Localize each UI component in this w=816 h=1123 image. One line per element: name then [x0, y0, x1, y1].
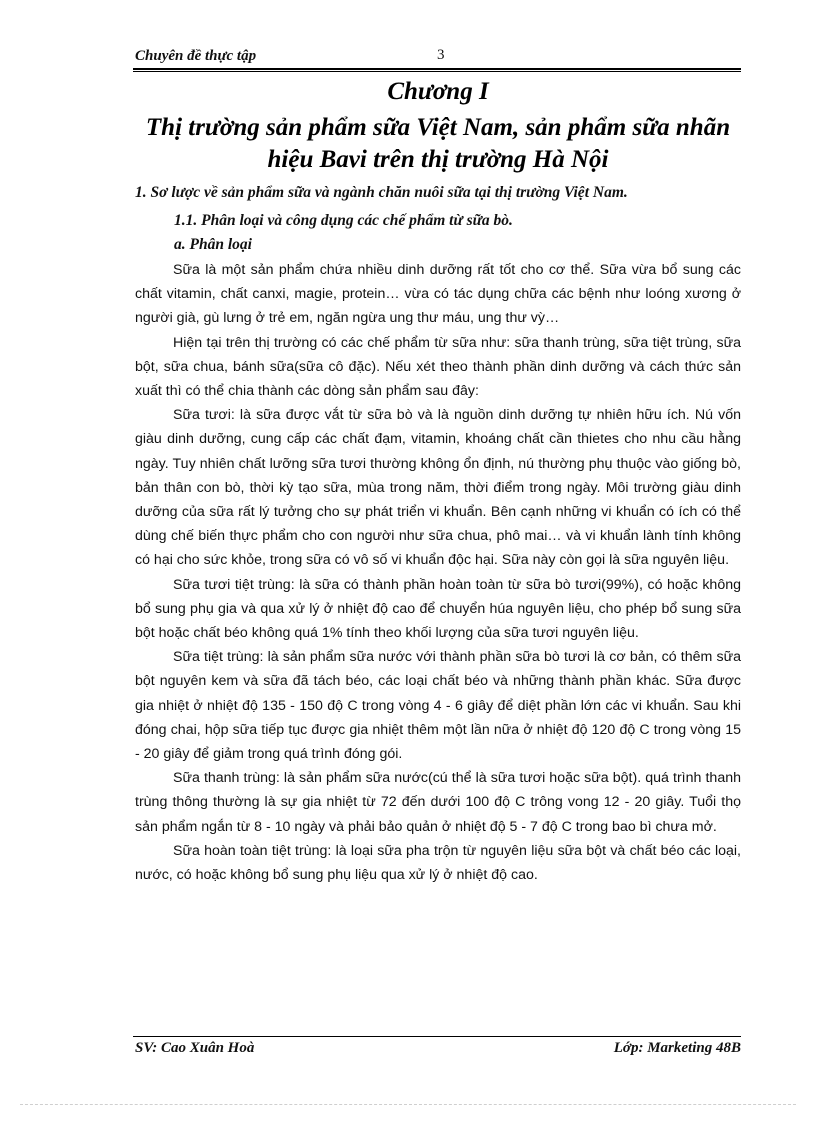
subsection-heading: 1.1. Phân loại và công dụng các chế phẩm từ sữa bò.	[174, 212, 513, 229]
body-text	[135, 258, 741, 887]
paragraph: Sữa tiệt trùng: là sản phẩm sữa nước với thành phần sữa bò tươi là cơ bản, có thêm sữa bột nguyên kem và sữa đã tách béo, các loại chất béo và những thành phần khác. Sữa được gia nhiệt ở nhiệt độ 135 - 150 độ C trong vòng 4 - 6 giây để diệt phần lớn các vi khuẩn. Sau khi đóng chai, hộp sữa tiếp tục được gia nhiệt thêm một lần nữa ở nhiệt độ 120 độ C trong vòng 15 - 20 giây để giảm trong quá trình đóng gói.	[135, 649, 741, 763]
subsubsection-heading: a. Phân loại	[174, 236, 252, 253]
section-heading: 1. Sơ lược về sản phẩm sữa và ngành chăn nuôi sữa tại thị trường Việt Nam.	[135, 184, 628, 201]
page-break-line	[20, 1104, 796, 1105]
chapter-title-line-2: hiệu Bavi trên thị trường Hà Nội	[267, 146, 609, 173]
header-rule-thin	[133, 71, 741, 72]
paragraph: Sữa tươi: là sữa được vắt từ sữa bò và là nguồn dinh dưỡng tự nhiên hữu ích. Nú vốn giàu dinh dưỡng, cung cấp các chất đạm, vitamin, khoáng chất cần thietes cho nhu cầu hằng ngày. Tuy nhiên chất lưỡng sữa tươi thường không ổn định, nú thường phụ thuộc vào giống bò, bản thân con bò, thời kỳ tạo sữa, mùa trong năm, thời điểm trong ngày. Môi trường giàu dinh dưỡng của sữa rất lý tưởng cho sự phát triển vi khuẩn. Bên cạnh những vi khuẩn có ích có thể dùng chế biến thực phẩm cho con người như sữa chua, phô mai… và vi khuẩn lành tính không có hại cho sức khỏe, trong sữa có vô số vi khuẩn độc hại. Sữa này còn gọi là sữa nguyên liệu.	[135, 407, 741, 569]
header-rule	[133, 68, 741, 70]
chapter-label: Chương I	[387, 78, 489, 105]
paragraph: Sữa là một sản phẩm chứa nhiều dinh dưỡng rất tốt cho cơ thể. Sữa vừa bổ sung các chất vitamin, chất canxi, magie, protein… vừa có tác dụng chữa các bệnh như loóng xương ở người già, gù lưng ở trẻ em, ngăn ngừa ung thư máu, ung thư vỳ…	[135, 262, 741, 327]
paragraph: Hiện tại trên thị trường có các chế phẩm từ sữa như: sữa thanh trùng, sữa tiệt trùng, sữa bột, sữa chua, bánh sữa(sữa cô đặc). Nếu xét theo thành phần dinh dưỡng và cách thức sản xuất thì có thể chia thành các dòng sản phẩm sau đây:	[135, 334, 741, 400]
paragraph: Sữa thanh trùng: là sản phẩm sữa nước(cú thể là sữa tươi hoặc sữa bột). quá trình thanh trùng thông thường là sự gia nhiệt từ 72 đến dưới 100 độ C trông vong 12 - 20 giây. Tuổi thọ sản phẩm ngắn từ 8 - 10 ngày và phải bảo quản ở nhiệt độ 5 - 7 độ C trong bao bì chưa mở.	[135, 770, 741, 835]
footer-class: Lớp: Marketing 48B	[613, 1040, 741, 1056]
footer-rule	[133, 1036, 741, 1037]
footer-student: SV: Cao Xuân Hoà	[135, 1040, 255, 1056]
paragraph: Sữa tươi tiệt trùng: là sữa có thành phần hoàn toàn từ sữa bò tươi(99%), có hoặc không bổ sung phụ gia và qua xử lý ở nhiệt độ cao để chuyển húa nguyên liệu, cho phép bổ sung sữa bột hoặc chất béo không quá 1% tính theo khối lượng của sữa tươi nguyên liệu.	[135, 576, 741, 642]
paragraph: Sữa hoàn toàn tiệt trùng: là loại sữa pha trộn từ nguyên liệu sữa bột và chất béo các loại, nước, có hoặc không bổ sung phụ liệu qua xử lý ở nhiệt độ cao.	[135, 842, 741, 884]
chapter-title-line-1: Thị trường sản phẩm sữa Việt Nam, sản phẩm sữa nhãn	[145, 114, 731, 141]
page-footer	[135, 1040, 741, 1062]
header-title: Chuyên đề thực tập	[135, 48, 257, 64]
page-number: 3	[437, 47, 445, 63]
page-header	[135, 47, 741, 69]
